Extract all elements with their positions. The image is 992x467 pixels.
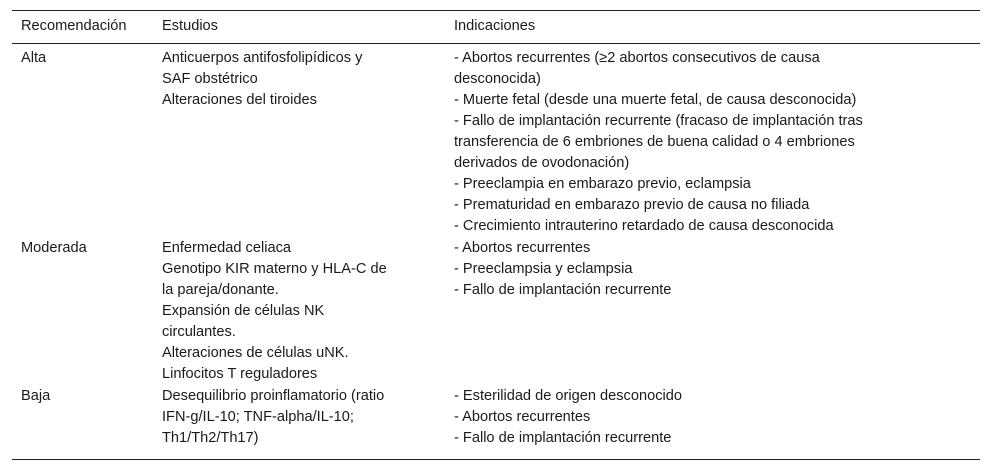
recommendation-table-container <box>12 10 980 460</box>
table-row-baja <box>12 386 980 460</box>
indicacion-line: - Fallo de implantación recurrente (fracaso de implantación tras <box>454 113 863 129</box>
table-header-row <box>12 11 980 44</box>
estudio-line: Enfermedad celiaca <box>162 240 291 256</box>
cell-estudios <box>153 238 445 386</box>
indicacion-line: transferencia de 6 embriones de buena calidad o 4 embriones <box>454 134 855 150</box>
estudio-line: Alteraciones del tiroides <box>162 92 317 108</box>
estudio-line: Genotipo KIR materno y HLA-C de <box>162 261 387 277</box>
indicacion-line: - Fallo de implantación recurrente <box>454 430 672 446</box>
indicacion-line: - Esterilidad de origen desconocido <box>454 388 682 404</box>
estudio-line: Th1/Th2/Th17) <box>162 430 259 446</box>
cell-recomendacion: Baja <box>21 388 51 404</box>
cell-estudios <box>153 386 445 460</box>
estudio-line: Desequilibrio proinflamatorio (ratio <box>162 388 385 404</box>
estudio-line: Anticuerpos antifosfolipídicos y <box>162 50 363 66</box>
cell-indicaciones <box>445 386 980 460</box>
table-row-moderada <box>12 238 980 386</box>
indicacion-line: - Fallo de implantación recurrente <box>454 282 672 298</box>
estudio-line: IFN-g/IL-10; TNF-alpha/IL-10; <box>162 409 354 425</box>
cell-recomendacion: Alta <box>21 50 47 66</box>
indicacion-line: - Muerte fetal (desde una muerte fetal, de causa desconocida) <box>454 92 857 108</box>
indicacion-line: - Preeclampia en embarazo previo, eclampsia <box>454 176 751 192</box>
indicacion-line: - Prematuridad en embarazo previo de causa no filiada <box>454 197 810 213</box>
header-estudios: Estudios <box>162 18 218 34</box>
indicacion-line: - Preeclampsia y eclampsia <box>454 261 633 277</box>
cell-indicaciones <box>445 238 980 386</box>
indicacion-line: - Abortos recurrentes <box>454 240 591 256</box>
cell-indicaciones <box>445 44 980 239</box>
estudio-line: la pareja/donante. <box>162 282 279 298</box>
estudio-line: Expansión de células NK <box>162 303 325 319</box>
estudio-line: Alteraciones de células uNK. <box>162 345 349 361</box>
indicacion-line: - Abortos recurrentes <box>454 409 591 425</box>
estudio-line: SAF obstétrico <box>162 71 258 87</box>
table-row-alta <box>12 44 980 239</box>
cell-recomendacion: Moderada <box>21 240 87 256</box>
indicacion-line: - Crecimiento intrauterino retardado de causa desconocida <box>454 218 834 234</box>
recommendation-table <box>12 10 980 460</box>
indicacion-line: - Abortos recurrentes (≥2 abortos consecutivos de causa <box>454 50 820 66</box>
header-recomendacion: Recomendación <box>21 18 127 34</box>
estudio-line: circulantes. <box>162 324 236 340</box>
indicacion-line: derivados de ovodonación) <box>454 155 630 171</box>
indicacion-line: desconocida) <box>454 71 541 87</box>
estudio-line: Linfocitos T reguladores <box>162 366 318 382</box>
header-indicaciones: Indicaciones <box>454 18 536 34</box>
cell-estudios <box>153 44 445 239</box>
